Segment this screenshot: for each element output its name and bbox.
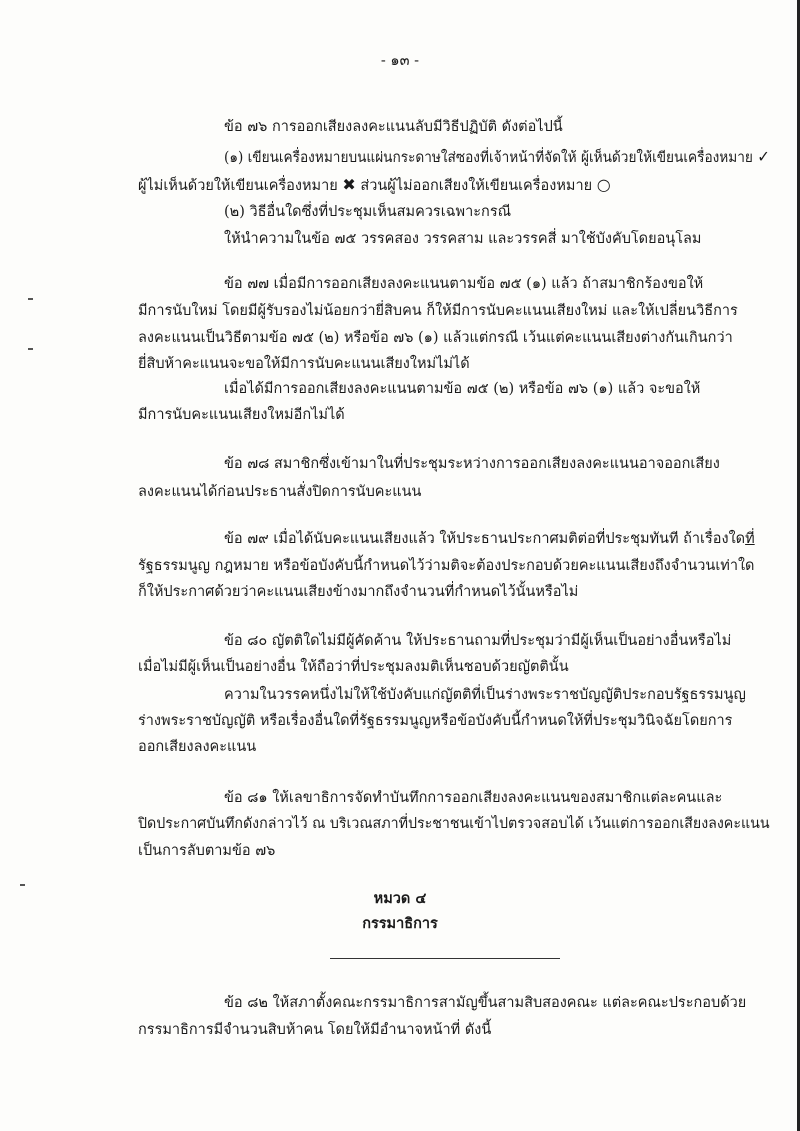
section-76-line-1: ข้อ ๗๖ การออกเสียงลงคะแนนลับมีวิธีปฏิบัติ ดังต่อไปนี้ <box>224 119 563 135</box>
section-78-line-2: ลงคะแนนได้ก่อนประธานสั่งปิดการนับคะแนน <box>138 484 422 500</box>
section-80-line-2: เมื่อไม่มีผู้เห็นเป็นอย่างอื่น ให้ถือว่าที่ประชุมลงมติเห็นชอบด้วยญัตตินั้น <box>138 659 569 675</box>
section-77-line-5: เมื่อได้มีการออกเสียงลงคะแนนตามข้อ ๗๕ (๒) หรือข้อ ๗๖ (๑) แล้ว จะขอให้ <box>224 381 701 397</box>
section-79-line-1 <box>224 530 755 548</box>
section-76-line-3 <box>138 176 611 195</box>
section-76-line-3b: ส่วนผู้ไม่ออกเสียงให้เขียนเครื่องหมาย <box>360 178 593 194</box>
circle-mark-icon: ○ <box>596 175 611 194</box>
scan-speck <box>20 884 25 886</box>
section-79-line-1a: ข้อ ๗๙ เมื่อได้นับคะแนนเสียงแล้ว ให้ประธานประกาศมติต่อที่ประชุมทันที ถ้าเรื่องใด <box>224 531 746 547</box>
chapter-title: กรรมาธิการ <box>362 915 438 932</box>
section-82-line-2: กรรมาธิการมีจำนวนสิบห้าคน โดยให้มีอำนาจหน้าที่ ดังนี้ <box>138 1022 492 1038</box>
section-81-line-3: เป็นการลับตามข้อ ๗๖ <box>138 843 276 859</box>
scan-speck <box>28 348 33 350</box>
section-80-line-1: ข้อ ๘๐ ญัตติใดไม่มีผู้คัดค้าน ให้ประธานถามที่ประชุมว่ามีผู้เห็นเป็นอย่างอื่นหรือไม่ <box>224 633 732 649</box>
section-77-line-3: ลงคะแนนเป็นวิธีตามข้อ ๗๕ (๒) หรือข้อ ๗๖ (๑) แล้วแต่กรณี เว้นแต่คะแนนเสียงต่างกันเกินกว่า <box>138 330 733 346</box>
section-79-underlined-word: ที่ <box>745 531 755 547</box>
chapter-divider <box>330 958 560 959</box>
section-79-line-2: รัฐธรรมนูญ กฎหมาย หรือข้อบังคับนี้กำหนดไว้ว่ามติจะต้องประกอบด้วยคะแนนเสียงถึงจำนวนเท่าใด <box>138 558 755 574</box>
section-77-line-4: ยี่สิบห้าคะแนนจะขอให้มีการนับคะแนนเสียงใหม่ไม่ได้ <box>138 356 470 372</box>
section-81-line-2: ปิดประกาศบันทึกดังกล่าวไว้ ณ บริเวณสภาที่ประชาชนเข้าไปตรวจสอบได้ เว้นแต่การออกเสียงลงคะแนน <box>138 816 770 832</box>
section-76-line-2 <box>224 148 770 167</box>
chapter-number: หมวด ๔ <box>373 890 427 907</box>
section-80-line-4: ร่างพระราชบัญญัติ หรือเรื่องอื่นใดที่รัฐธรรมนูญหรือข้อบังคับนี้กำหนดให้ที่ประชุมวินิจฉัยโดยการ <box>138 713 733 729</box>
section-76-line-3a: ผู้ไม่เห็นด้วยให้เขียนเครื่องหมาย <box>138 178 338 194</box>
section-77-line-1: ข้อ ๗๗ เมื่อมีการออกเสียงลงคะแนนตามข้อ ๗๕ (๑) แล้ว ถ้าสมาชิกร้องขอให้ <box>224 276 704 292</box>
section-78-line-1: ข้อ ๗๘ สมาชิกซึ่งเข้ามาในที่ประชุมระหว่างการออกเสียงลงคะแนนอาจออกเสียง <box>224 456 720 472</box>
section-77-line-2: มีการนับใหม่ โดยมีผู้รับรองไม่น้อยกว่ายี่สิบคน ก็ให้มีการนับคะแนนเสียงใหม่ และให้เปลี่ยนวิธีการ <box>138 303 738 319</box>
page-number: - ๑๓ - <box>380 53 420 69</box>
section-76-line-4: (๒) วิธีอื่นใดซึ่งที่ประชุมเห็นสมควรเฉพาะกรณี <box>224 204 512 220</box>
scan-speck <box>28 298 33 300</box>
check-mark-icon: ✓ <box>757 147 770 166</box>
section-76-line-2-text: (๑) เขียนเครื่องหมายบนแผ่นกระดาษใส่ซองที่เจ้าหน้าที่จัดให้ ผู้เห็นด้วยให้เขียนเครื่องหมาย <box>224 150 753 166</box>
section-76-line-5: ให้นำความในข้อ ๗๕ วรรคสอง วรรคสาม และวรรคสี่ มาใช้บังคับโดยอนุโลม <box>224 231 702 247</box>
section-77-line-6: มีการนับคะแนนเสียงใหม่อีกไม่ได้ <box>138 407 345 423</box>
section-81-line-1: ข้อ ๘๑ ให้เลขาธิการจัดทำบันทึกการออกเสียงลงคะแนนของสมาชิกแต่ละคนและ <box>224 790 723 806</box>
section-79-line-3: ก็ให้ประกาศด้วยว่าคะแนนเสียงข้างมากถึงจำนวนที่กำหนดไว้นั้นหรือไม่ <box>138 584 579 600</box>
section-80-line-3: ความในวรรคหนึ่งไม่ให้ใช้บังคับแก่ญัตติที่เป็นร่างพระราชบัญญัติประกอบรัฐธรรมนูญ <box>224 687 746 703</box>
cross-mark-icon: ✖ <box>342 175 356 194</box>
section-82-line-1: ข้อ ๘๒ ให้สภาตั้งคณะกรรมาธิการสามัญขึ้นสามสิบสองคณะ แต่ละคณะประกอบด้วย <box>224 995 747 1011</box>
section-80-line-5: ออกเสียงลงคะแนน <box>138 739 257 755</box>
